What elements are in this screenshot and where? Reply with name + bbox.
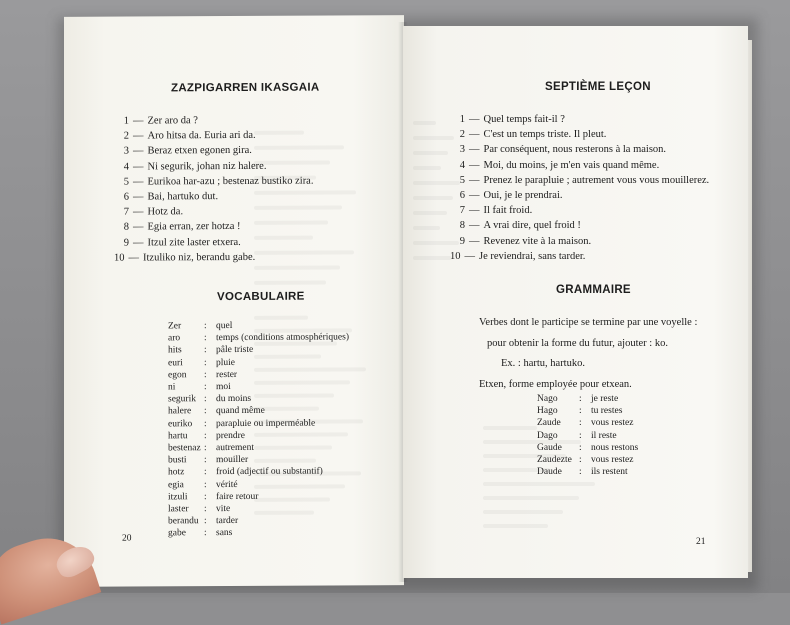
dialogue-line [119, 238, 241, 249]
show-through-line [413, 181, 460, 185]
show-through-line [254, 445, 332, 449]
dash: — [133, 161, 144, 173]
dialogue-line [450, 252, 585, 263]
dash: — [128, 252, 139, 264]
left-page [64, 15, 404, 587]
line-number: 4 [123, 161, 129, 173]
vocab-separator: : [204, 467, 207, 478]
line-text: Moi, du moins, je m'en vais quand même. [483, 159, 660, 171]
show-through-line [483, 524, 548, 528]
french-form: je reste [591, 394, 619, 404]
vocab-meaning: froid (adjectif ou substantif) [216, 466, 323, 478]
line-text: Hotz da. [147, 206, 184, 218]
basque-form: Dago [537, 430, 558, 441]
dialogue-line [119, 116, 198, 127]
line-number: 4 [459, 159, 465, 171]
line-number: 10 [450, 250, 461, 262]
line-number: 5 [123, 176, 129, 188]
vocab-meaning: vite [216, 504, 231, 515]
show-through-line [254, 131, 304, 135]
basque-form: Zaude [537, 418, 561, 429]
dash: — [133, 176, 144, 188]
show-through-line [254, 145, 344, 149]
vocab-separator: : [204, 345, 207, 356]
line-number: 7 [459, 205, 465, 217]
dash: — [469, 159, 480, 171]
conjugation-row [537, 419, 687, 430]
vocab-separator: : [204, 528, 207, 539]
show-through-line [413, 241, 459, 245]
french-form: tu restes [591, 406, 623, 417]
line-number: 3 [123, 145, 129, 157]
show-through-line [254, 393, 334, 397]
vocab-meaning: pluie [216, 357, 235, 368]
show-through-line [413, 196, 453, 200]
show-through-line [254, 341, 337, 345]
show-through-line [254, 250, 354, 255]
show-through-line [413, 151, 448, 155]
dash: — [133, 130, 144, 142]
vocab-separator: : [204, 516, 207, 527]
vocab-meaning: sans [216, 528, 233, 539]
dialogue-line [455, 221, 581, 232]
conj-separator: : [579, 394, 582, 404]
show-through-line [254, 205, 342, 209]
show-through-line [483, 440, 581, 444]
vocab-meaning: vérité [216, 479, 238, 490]
line-number: 9 [459, 235, 465, 247]
line-number: 6 [459, 190, 465, 201]
french-form: ils restent [591, 467, 628, 478]
vocab-word: hits [168, 345, 182, 356]
show-through-line [254, 484, 345, 488]
french-form: nous restons [591, 442, 639, 453]
vocab-word: bestenaz [168, 443, 201, 454]
show-through-line [254, 281, 326, 285]
show-through-line [413, 256, 452, 260]
vocab-word: hartu [168, 431, 188, 442]
show-through-line [254, 432, 348, 436]
vocab-separator: : [204, 504, 207, 515]
dialogue-line [455, 130, 606, 141]
dialogue-line [119, 146, 252, 157]
dialogue-line [455, 206, 532, 217]
show-through-line [254, 419, 363, 424]
left-page-number: 20 [122, 533, 132, 544]
show-through-line [413, 121, 436, 125]
show-through-line [254, 176, 316, 180]
show-through-line [254, 511, 314, 515]
vocab-word: itzuli [168, 492, 188, 503]
line-number: 3 [459, 144, 465, 156]
line-text: Beraz etxen egonen gira. [147, 145, 252, 157]
dialogue-line [119, 222, 240, 233]
vocab-separator: : [204, 382, 207, 393]
show-through-line [483, 496, 579, 500]
vocab-separator: : [204, 455, 207, 466]
line-number: 8 [459, 220, 465, 232]
dialogue-line [119, 192, 218, 203]
vocab-meaning: mouiller [216, 455, 249, 466]
vocab-row [168, 529, 398, 541]
basque-form: Nago [537, 394, 558, 404]
dash: — [133, 115, 144, 127]
french-form: vous restez [591, 455, 634, 465]
vocab-word: segurik [168, 394, 196, 405]
dialogue-line [114, 253, 255, 264]
line-number: 1 [123, 115, 129, 127]
vocab-word: egia [168, 479, 184, 490]
vocab-row [168, 516, 398, 528]
vocab-meaning: temps (conditions atmosphériques) [216, 332, 349, 344]
show-through-line [483, 426, 537, 430]
line-text: Je reviendrai, sans tarder. [479, 250, 586, 262]
dash: — [469, 174, 480, 186]
conj-separator: : [579, 406, 582, 417]
dash: — [133, 191, 144, 203]
line-text: Revenez vite à la maison. [483, 235, 592, 247]
show-through-line [254, 471, 361, 476]
show-through-line [254, 328, 352, 333]
right-page [403, 26, 748, 578]
basque-form: Gaude [537, 442, 562, 453]
right-page-heading: SEPTIÈME LEÇON [545, 81, 651, 93]
vocab-separator: : [204, 418, 207, 429]
vocab-word: busti [168, 455, 187, 466]
vocab-word: laster [168, 504, 189, 515]
dash: — [469, 220, 480, 232]
right-page-number: 21 [696, 537, 706, 547]
line-text: Ni segurik, johan niz halere. [147, 160, 267, 173]
line-number: 6 [123, 191, 129, 203]
vocab-word: hotz [168, 467, 185, 478]
conjugation-row [537, 468, 687, 479]
vocab-separator: : [204, 333, 207, 344]
conj-separator: : [579, 430, 582, 441]
conj-separator: : [579, 455, 582, 465]
dash: — [469, 114, 480, 125]
dialogue-line [455, 176, 709, 187]
vocab-separator: : [204, 443, 207, 454]
line-text: Egia erran, zer hotza ! [147, 221, 241, 233]
show-through-line [483, 468, 550, 472]
line-text: Aro hitsa da. Euria ari da. [147, 130, 256, 142]
line-text: Quel temps fait-il ? [483, 114, 565, 125]
line-number: 2 [459, 129, 465, 141]
basque-form: Daude [537, 467, 562, 478]
grammar-rule-future: pour obtenir la forme du futur, ajouter : ko. [487, 338, 668, 349]
show-through-line [413, 211, 447, 215]
conj-separator: : [579, 467, 582, 478]
show-through-line [254, 497, 330, 501]
show-through-line [254, 380, 350, 385]
vocab-separator: : [204, 430, 207, 441]
line-text: Prenez le parapluie ; autrement vous vous mouillerez. [483, 174, 710, 186]
line-text: A vrai dire, quel froid ! [483, 220, 581, 232]
show-through-line [254, 236, 313, 240]
vocab-meaning: quand même [216, 406, 265, 417]
dialogue-line [119, 161, 266, 172]
line-number: 2 [123, 130, 129, 142]
show-through-line [254, 160, 330, 164]
dialogue-line [455, 161, 659, 172]
vocab-meaning: tarder [216, 516, 239, 527]
vocab-separator: : [204, 491, 207, 502]
vocab-separator: : [204, 394, 207, 405]
grammar-example: Ex. : hartu, hartuko. [501, 358, 585, 369]
left-page-heading: ZAZPIGARREN IKASGAIA [171, 81, 320, 95]
french-form: il reste [591, 430, 617, 441]
line-text: Itzul zite laster etxera. [147, 236, 241, 249]
grammar-note: Etxen, forme employée pour etxean. [479, 379, 632, 390]
vocab-meaning: pâle triste [216, 345, 254, 356]
line-text: Zer aro da ? [147, 115, 198, 127]
dialogue-line [119, 207, 183, 218]
show-through-line [254, 367, 366, 372]
line-number: 9 [123, 237, 129, 249]
vocab-meaning: quel [216, 321, 233, 332]
dash: — [133, 237, 144, 249]
vocab-separator: : [204, 357, 207, 368]
vocab-meaning: du moins [216, 394, 252, 405]
line-number: 5 [459, 174, 465, 186]
dash: — [469, 205, 480, 217]
basque-form: Hago [537, 406, 558, 417]
vocab-word: Zer [168, 321, 182, 332]
vocab-separator: : [204, 406, 207, 417]
conj-separator: : [579, 418, 582, 429]
conj-separator: : [579, 442, 582, 453]
show-through-line [483, 482, 595, 486]
vocab-meaning: parapluie ou imperméable [216, 418, 316, 429]
vocab-meaning: autrement [216, 442, 254, 454]
dash: — [133, 221, 144, 233]
show-through-line [483, 510, 563, 514]
line-text: Il fait froid. [483, 205, 533, 217]
vocab-word: berandu [168, 516, 199, 527]
vocab-word: ni [168, 382, 176, 393]
vocab-separator: : [204, 321, 207, 332]
line-text: Bai, hartuko dut. [147, 191, 219, 203]
vocab-word: euri [168, 357, 183, 368]
dialogue-line [455, 191, 563, 202]
line-number: 8 [123, 221, 129, 233]
dialogue-line [119, 131, 256, 142]
grammar-heading: GRAMMAIRE [556, 284, 631, 296]
line-text: C'est un temps triste. Il pleut. [483, 129, 607, 141]
vocab-meaning: faire retour [216, 491, 259, 502]
line-number: 1 [459, 114, 465, 125]
show-through-line [413, 226, 440, 230]
dialogue-line [455, 145, 666, 156]
show-through-line [254, 190, 356, 195]
line-number: 7 [123, 206, 129, 218]
conjugation-row [537, 407, 687, 418]
dialogue-line [455, 237, 591, 248]
vocab-meaning: prendre [216, 430, 246, 441]
vocab-word: egon [168, 370, 187, 381]
line-number: 10 [114, 252, 125, 264]
show-through-line [254, 459, 316, 463]
vocab-meaning: moi [216, 382, 231, 393]
dash: — [469, 235, 480, 247]
show-through-line [483, 454, 566, 458]
show-through-line [413, 136, 454, 140]
grammar-rule: Verbes dont le participe se termine par une voyelle : [479, 317, 698, 328]
show-through-line [254, 355, 321, 359]
dash: — [464, 250, 475, 262]
dash: — [133, 145, 144, 157]
show-through-line [254, 265, 340, 269]
dialogue-line [455, 115, 565, 126]
show-through-line [413, 166, 441, 170]
show-through-line [254, 316, 308, 320]
vocab-separator: : [204, 369, 207, 380]
line-text: Itzuliko niz, berandu gabe. [143, 251, 256, 264]
line-text: Oui, je le prendrai. [483, 190, 563, 201]
show-through-line [254, 221, 328, 225]
vocab-separator: : [204, 479, 207, 490]
vocab-meaning: rester [216, 369, 238, 380]
basque-form: Zaudezte [537, 455, 572, 465]
line-text: Par conséquent, nous resterons à la maison. [483, 144, 667, 156]
vocab-word: aro [168, 333, 181, 344]
show-through-line [254, 407, 319, 411]
vocab-word: halere [168, 406, 192, 417]
vocabulary-heading: VOCABULAIRE [217, 290, 305, 304]
french-form: vous restez [591, 418, 634, 429]
line-text: Eurikoa har-azu ; bestenaz bustiko zira. [147, 175, 314, 188]
conjugation-row [537, 395, 687, 406]
dash: — [469, 129, 480, 141]
dash: — [469, 190, 480, 201]
vocab-word: euriko [168, 418, 193, 429]
vocab-word: gabe [168, 528, 186, 539]
dash: — [469, 144, 480, 156]
dash: — [133, 206, 144, 218]
